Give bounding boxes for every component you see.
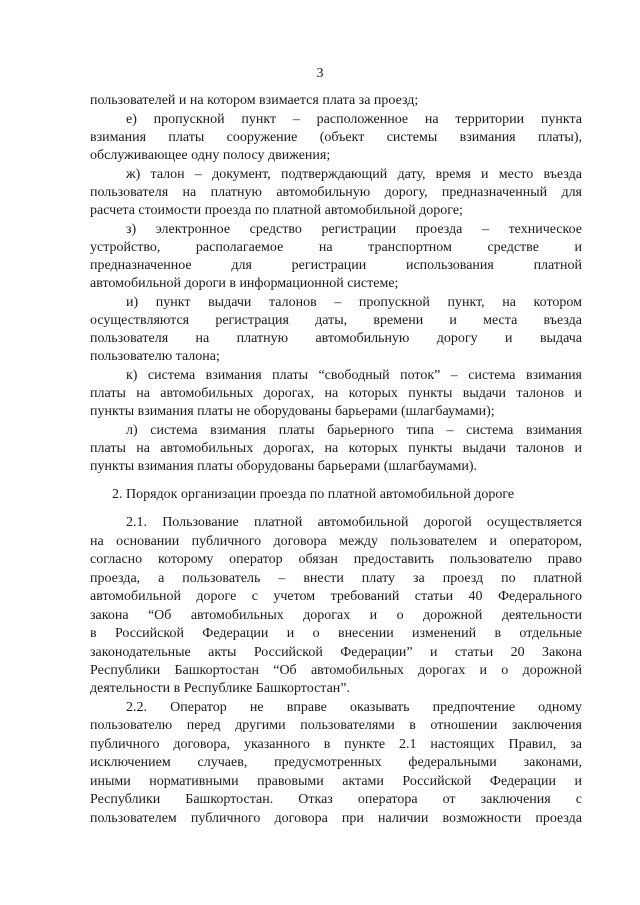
text-line: пользователю талона; [90,349,220,364]
text-line: 2.2. Оператор не вправе оказывать предпочтение одному [126,700,582,715]
text-line: платы на автомобильных дорогах, на которых пункты выдачи талонов и [90,386,582,401]
text-line: обслуживающее одну полосу движения; [90,148,331,163]
text-line: на основании публичного договора между пользователем и оператором, [90,534,582,549]
text-line: расчета стоимости проезда по платной автомобильной дороге; [90,203,463,218]
text-line: осуществляются регистрация даты, времени и места въезда [90,313,582,328]
text-line: л) система взимания платы барьерного типа – система взимания [126,423,582,438]
text-line: закона “Об автомобильных дорогах и о дорожной деятельности [90,608,582,623]
text-line: з) электронное средство регистрации проезда – техническое [126,222,582,237]
text-line: согласно которому оператор обязан предоставить пользователю право [90,552,582,567]
text-line: и) пункт выдачи талонов – пропускной пункт, на котором [126,295,582,310]
text-line: в Российской Федерации и о внесении изменений в отдельные [90,626,582,641]
text-line: 2.1. Пользование платной автомобильной дорогой осуществляется [126,515,582,530]
text-line: взимания платы сооружение (объект системы взимания платы), [90,130,582,145]
text-line: пользователей и на котором взимается плата за проезд; [90,93,419,108]
text-line: устройство, располагаемое на транспортном средстве и [90,240,582,255]
text-line: исключением случаев, предусмотренных федеральными законами, [90,755,582,770]
text-line: деятельности в Республике Башкортостан”. [90,681,351,696]
text-line: пользователю перед другими пользователями в отношении заключения [90,718,582,733]
section-heading: 2. Порядок организации проезда по платной автомобильной дороге [112,487,515,502]
text-line: ж) талон – документ, подтверждающий дату, время и место въезда [126,167,582,182]
text-line: е) пропускной пункт – расположенное на территории пункта [126,112,582,127]
text-line: публичного договора, указанного в пункте 2.1 настоящих Правил, за [90,737,582,752]
text-line: платы на автомобильных дорогах, на которых пункты выдачи талонов и [90,441,582,456]
text-line: проезда, а пользователь – внести плату за проезд по платной [90,571,582,586]
text-line: пункты взимания платы оборудованы барьерами (шлагбаумами). [90,459,478,474]
text-line: Республики Башкортостан. Отказ оператора от заключения с [90,792,582,807]
page-number: 3 [316,66,324,81]
text-line: пользователя на платную автомобильную дорогу, предназначенный для [90,185,582,200]
text-line: автомобильной дороги в информационной системе; [90,276,399,291]
text-line: пользователем публичного договора при наличии возможности проезда [90,811,582,826]
text-line: пользователя на платную автомобильную дорогу и выдача [90,331,582,346]
text-line: законодательные акты Российской Федерации” и статьи 20 Закона [90,645,582,660]
text-line: Республики Башкортостан “Об автомобильных дорогах и о дорожной [90,663,582,678]
text-line: иными нормативными правовыми актами Российской Федерации и [90,774,582,789]
text-line: предназначенное для регистрации использования платной [90,258,582,273]
text-line: автомобильной дороге с учетом требований статьи 40 Федерального [90,589,582,604]
text-line: пункты взимания платы не оборудованы барьерами (шлагбаумами); [90,404,495,419]
text-line: к) система взимания платы “свободный поток” – система взимания [126,368,582,383]
